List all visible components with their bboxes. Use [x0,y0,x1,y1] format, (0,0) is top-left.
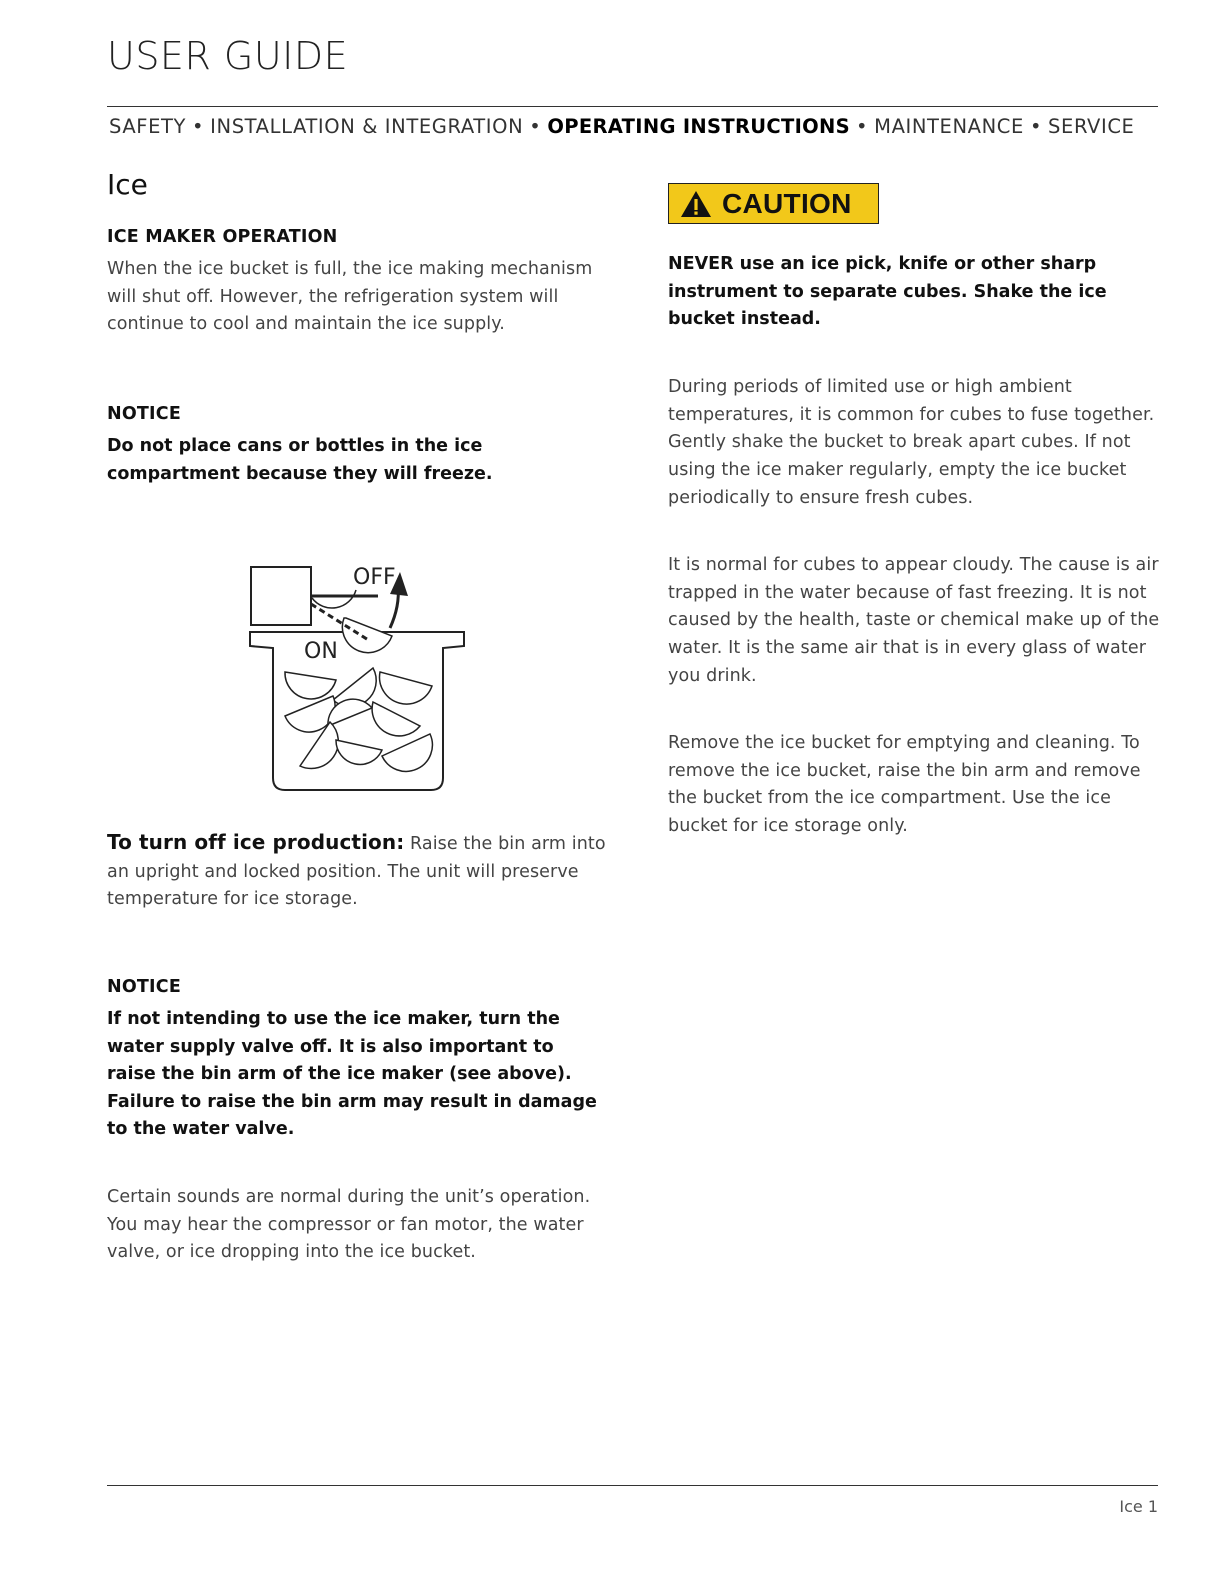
page-number: Ice 1 [1119,1497,1158,1516]
notice1-text: Do not place cans or bottles in the ice compartment because they will freeze. [107,436,493,484]
turn-off-lead: To turn off ice production: [107,830,405,854]
nav-separator: • [856,115,869,138]
sounds-text: Certain sounds are normal during the unit’s operation. You may hear the compressor or fan motor, the water valve, or ice dropping into the ice bucket. [107,1187,591,1263]
limited-use-text: During periods of limited use or high ambient temperatures, it is common for cubes to fuse together. Gently shake the bucket to break apart cubes. If not using the ice maker regularly, empty the ice bucket periodically to ensure fresh cubes. [668,377,1155,508]
on-label: ON [304,639,338,664]
section-title: Ice [107,168,148,201]
nav-safety[interactable]: SAFETY [109,115,187,138]
remove-bucket-text: Remove the ice bucket for emptying and cleaning. To remove the ice bucket, raise the bin arm and remove the bucket from the ice compartment. Use the ice bucket for ice storage only. [668,733,1141,837]
notice2-heading: NOTICE [107,977,181,997]
nav-operating-instructions[interactable]: OPERATING INSTRUCTIONS [547,115,851,138]
notice2-text: If not intending to use the ice maker, turn the water supply valve off. It is also important to raise the bin arm of the ice maker (see above). Failure to raise the bin arm may result in damage to the water valve. [107,1009,597,1139]
off-label: OFF [353,565,396,590]
ice-maker-heading: ICE MAKER OPERATION [107,227,338,247]
nav-separator: • [529,115,542,138]
caution-badge [668,183,879,224]
footer-rule [107,1485,1158,1486]
notice1-heading: NOTICE [107,404,181,424]
nav-installation[interactable]: INSTALLATION & INTEGRATION [210,115,524,138]
section-nav [109,115,1134,138]
ice-maker-diagram [240,556,480,800]
nav-separator: • [1029,115,1043,138]
ice-maker-box [251,567,311,625]
nav-separator: • [192,115,205,138]
caution-text: NEVER use an ice pick, knife or other sharp instrument to separate cubes. Shake the ice bucket instead. [668,254,1107,329]
nav-service[interactable]: SERVICE [1048,115,1135,138]
caution-label: CAUTION [722,187,852,219]
turn-off-text: Raise the bin arm into an upright and locked position. The unit will preserve temperature for ice storage. [107,834,606,910]
cloudy-cubes-text: It is normal for cubes to appear cloudy. The cause is air trapped in the water because of fast freezing. It is not caused by the health, taste or chemical make up of the water. It is the same air that is in every glass of water you drink. [668,555,1160,686]
header-rule [107,106,1158,107]
ice-maker-text: When the ice bucket is full, the ice making mechanism will shut off. However, the refrigeration system will continue to cool and maintain the ice supply. [107,259,593,335]
ice-bucket-diagram [240,556,480,796]
turn-off-paragraph [107,829,607,914]
warning-triangle-icon [680,190,712,218]
guide-title: USER GUIDE [107,34,349,78]
nav-maintenance[interactable]: MAINTENANCE [874,115,1024,138]
